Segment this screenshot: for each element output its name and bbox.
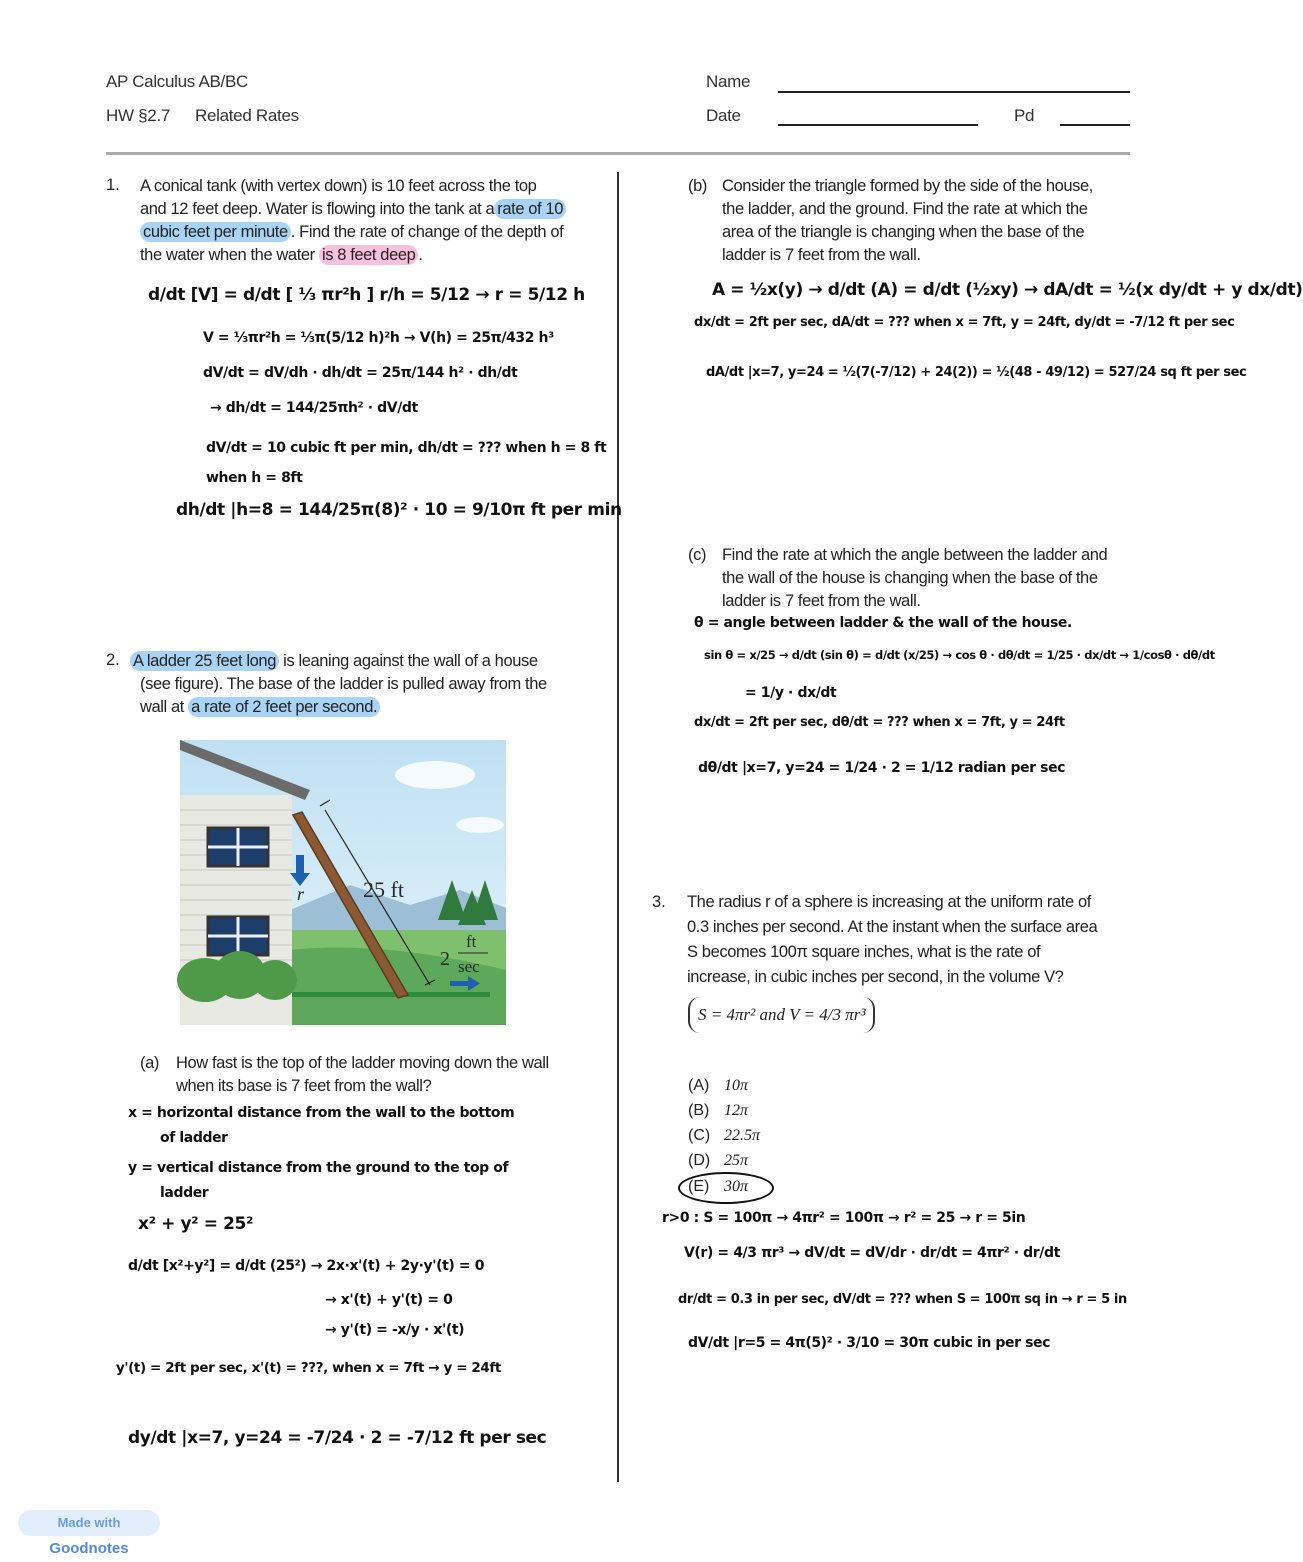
cloud [456,817,504,833]
pa-work-7: → x'(t) + y'(t) = 0 [325,1292,453,1308]
problem-1-line-4: the water when the water is 8 feet deep . [140,246,423,264]
formula-box: S = 4πr² and V = 4/3 πr³ [688,997,875,1033]
goodnotes-badge: Made with Goodnotes [18,1510,160,1536]
p3-work-1: r>0 : S = 100π → 4πr² = 100π → r² = 25 → r = 5in [662,1210,1026,1226]
pa-work-6: d/dt [x²+y²] = d/dt (25²) → 2x·x'(t) + 2y·y'(t) = 0 [128,1258,485,1274]
part-a-text: How fast is the top of the ladder moving down the wall when its base is 7 feet from the wall? [176,1054,549,1095]
p1-work-3: dV/dt = dV/dh · dh/dt = 25π/144 h² · dh/dt [203,365,518,381]
pa-work-9: y'(t) = 2ft per sec, x'(t) = ???, when x = 7ft → y = 24ft [116,1360,501,1376]
p1-work-6: when h = 8ft [206,470,303,486]
pc-work-5: dθ/dt |x=7, y=24 = 1/24 · 2 = 1/12 radian per sec [698,760,1066,776]
date-label: Date [706,106,741,125]
right-arrow-icon [450,981,468,986]
hw-topic: Related Rates [195,106,299,125]
p1-work-5: dV/dt = 10 cubic ft per min, dh/dt = ??? when h = 8 ft [206,440,607,456]
choice-d[interactable]: (D) 25π [688,1152,749,1169]
part-c-text: Find the rate at which the angle between the ladder and the wall of the house is changing when the base of the ladder is 7 feet from the wall. [722,546,1108,610]
rate-ft: ft [466,932,477,951]
name-line [778,91,1130,93]
pd-label: Pd [1014,106,1035,125]
problem-2-line-3: wall at a rate of 2 feet per second. [130,696,610,719]
pa-work-3: y = vertical distance from the ground to the top of [128,1160,509,1176]
rate-number: 2 [440,948,450,970]
hw-number: HW §2.7 [106,106,171,125]
highlight-cubic-feet: cubic feet per minute [140,222,291,242]
choice-a[interactable]: (A) 10π [688,1077,749,1094]
r-label: r [297,884,305,904]
p1-work-2: V = ⅓πr²h = ⅓π(5/12 h)²h → V(h) = 25π/432 h³ [203,330,554,346]
problem-1-line-2: and 12 feet deep. Water is flowing into the tank at a rate of 10 [140,198,610,221]
problem-3-number: 3. [652,893,666,911]
part-a-label: (a) [140,1054,159,1072]
p3-work-4: dV/dt |r=5 = 4π(5)² · 3/10 = 30π cubic in per sec [688,1335,1051,1351]
pc-work-2: sin θ = x/25 → d/dt (sin θ) = d/dt (x/25) → cos θ · dθ/dt = 1/25 · dx/dt → 1/cosθ · dθ/dt [704,648,1215,662]
date-line [778,124,978,126]
ground-line [290,992,490,997]
pc-work-1: θ = angle between ladder & the wall of the house. [694,615,1072,631]
highlight-ladder: A ladder 25 feet long [130,651,279,671]
rate-sec: sec [458,957,480,976]
p1-work-7: dh/dt |h=8 = 144/25π(8)² · 10 = 9/10π ft per min [176,500,622,520]
pb-work-3: dA/dt |x=7, y=24 = ½(7(-7/12) + 24(2)) = ½(48 - 49/12) = 527/24 sq ft per sec [706,365,1247,380]
ladder-house-figure [180,740,506,1025]
problem-3-text: The radius r of a sphere is increasing at the uniform rate of 0.3 inches per second. At the instant when the surface area S becomes 100π square inches, what is the rate of increase, in cubic inches per second, in the volume V? [687,893,1098,986]
highlight-rate: rate of 10 [494,199,566,219]
cloud [395,761,475,789]
pc-work-3: = 1/y · dx/dt [745,685,837,701]
highlight-depth: is 8 feet deep [319,245,418,265]
problem-1-number: 1. [106,176,120,194]
pb-work-2: dx/dt = 2ft per sec, dA/dt = ??? when x = 7ft, y = 24ft, dy/dt = -7/12 ft per sec [694,315,1235,330]
course-title: AP Calculus AB/BC [106,72,248,91]
problem-2-number: 2. [106,651,120,669]
p1-work-1: d/dt [V] = d/dt [ ⅓ πr²h ] r/h = 5/12 → r = 5/12 h [148,285,585,305]
p1-work-4: → dh/dt = 144/25πh² · dV/dt [210,400,418,416]
highlight-ladder-rate: a rate of 2 feet per second. [188,697,380,717]
problem-2-text [130,650,610,719]
pa-work-10: dy/dt |x=7, y=24 = -7/24 · 2 = -7/12 ft per sec [128,1428,547,1448]
part-c-label: (c) [688,546,707,564]
pa-work-8: → y'(t) = -x/y · x'(t) [325,1322,465,1338]
pa-work-1: x = horizontal distance from the wall to the bottom [128,1105,515,1121]
pd-line [1060,124,1130,126]
problem-2-line-1: A ladder 25 feet long is leaning against the wall of a house [130,650,610,673]
pc-work-4: dx/dt = 2ft per sec, dθ/dt = ??? when x = 7ft, y = 24ft [694,715,1065,730]
pa-work-4: ladder [160,1185,209,1201]
problem-1-text [140,175,610,267]
pa-work-5: x² + y² = 25² [138,1214,254,1234]
p3-work-3: dr/dt = 0.3 in per sec, dV/dt = ??? when S = 100π sq in → r = 5 in [678,1292,1127,1307]
p3-work-2: V(r) = 4/3 πr³ → dV/dt = dV/dr · dr/dt = 4πr² · dr/dt [684,1245,1060,1261]
choice-c[interactable]: (C) 22.5π [688,1127,761,1144]
down-arrow-icon [296,855,304,875]
name-label: Name [706,72,751,91]
problem-1-line-1: A conical tank (with vertex down) is 10 feet across the top [140,177,537,195]
choice-b[interactable]: (B) 12π [688,1102,749,1119]
header-divider [106,152,1130,155]
part-b-label: (b) [688,177,707,195]
column-divider [617,172,619,1482]
length-label: 25 ft [363,877,404,902]
part-b-text: Consider the triangle formed by the side of the house, the ladder, and the ground. Find the rate at which the area of the triangle is changing when the base of the ladder is 7 feet from the wall. [722,177,1093,264]
pb-work-1: A = ½x(y) → d/dt (A) = d/dt (½xy) → dA/dt = ½(x dy/dt + y dx/dt) [712,280,1303,300]
pa-work-2: of ladder [160,1130,228,1146]
answer-circle [678,1172,774,1204]
problem-2-line-2: (see figure). The base of the ladder is pulled away from the [140,675,547,693]
choice-e[interactable]: (E) 30π [688,1178,749,1195]
problem-1-line-3: cubic feet per minute . Find the rate of change of the depth of [140,221,610,244]
